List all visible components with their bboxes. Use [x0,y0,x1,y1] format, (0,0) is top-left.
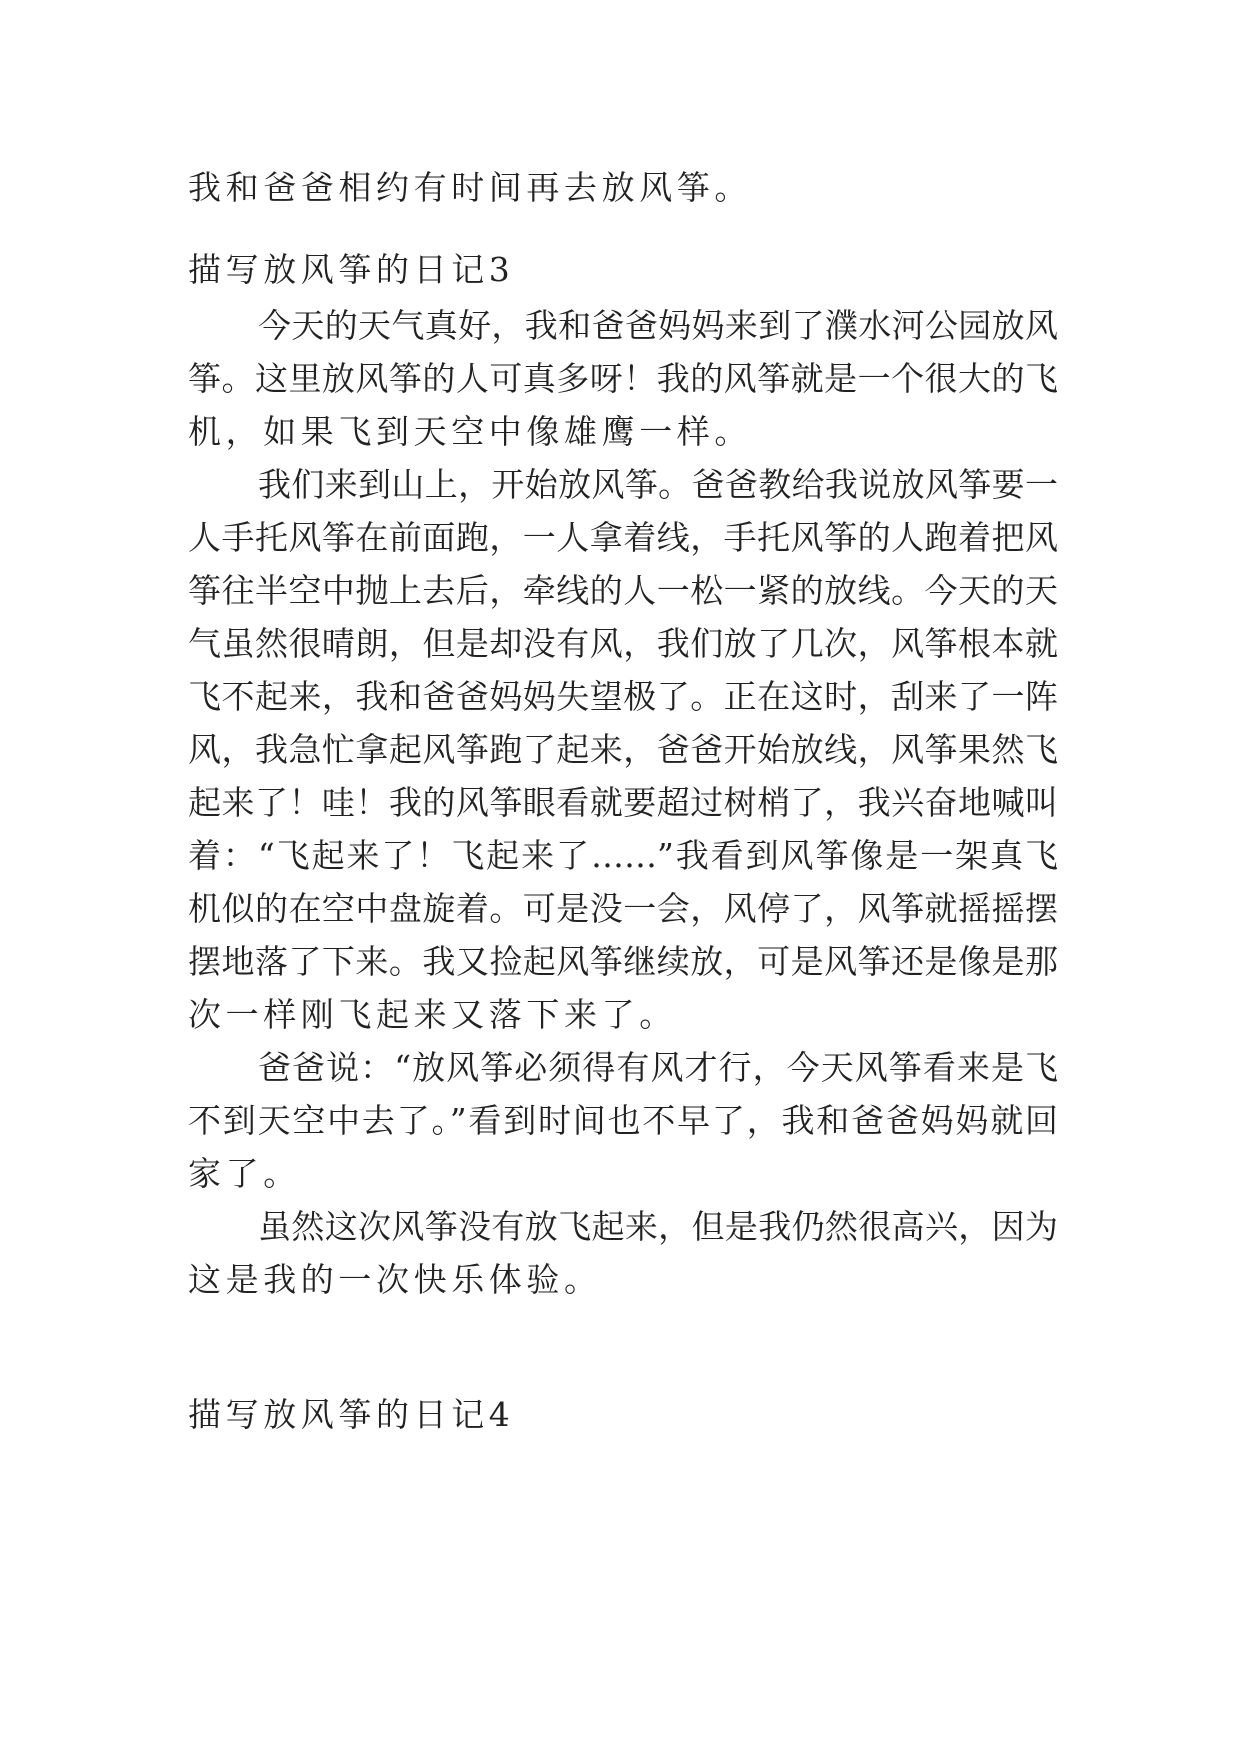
paragraph-line: 着：“飞起来了！飞起来了……”我看到风筝像是一架真飞 [188,836,1058,875]
paragraph-line: 虽然这次风筝没有放飞起来，但是我仍然很高兴，因为 [258,1207,1058,1246]
paragraph-line: 人手托风筝在前面跑，一人拿着线，手托风筝的人跑着把风 [188,518,1058,557]
section-heading-4: 描写放风筝的日记4 [188,1395,515,1434]
paragraph-line: 筝往半空中抛上去后，牵线的人一松一紧的放线。今天的天 [188,571,1058,610]
section-heading-3: 描写放风筝的日记3 [188,250,515,289]
paragraph-line: 摆地落了下来。我又捡起风筝继续放，可是风筝还是像是那 [188,942,1058,981]
paragraph-line: 起来了！哇！我的风筝眼看就要超过树梢了，我兴奋地喊叫 [188,783,1058,822]
paragraph-line: 我们来到山上，开始放风筝。爸爸教给我说放风筝要一 [258,465,1058,504]
paragraph-line: 不到天空中去了。”看到时间也不早了，我和爸爸妈妈就回 [188,1101,1058,1140]
paragraph-line: 家了。 [188,1154,301,1193]
paragraph-line: 气虽然很晴朗，但是却没有风，我们放了几次，风筝根本就 [188,624,1058,663]
paragraph-line: 我和爸爸相约有时间再去放风筝。 [188,168,752,207]
paragraph-line: 飞不起来，我和爸爸妈妈失望极了。正在这时，刮来了一阵 [188,677,1058,716]
paragraph-line: 今天的天气真好，我和爸爸妈妈来到了濮水河公园放风 [258,306,1058,345]
paragraph-line: 筝。这里放风筝的人可真多呀！我的风筝就是一个很大的飞 [188,359,1058,398]
paragraph-line: 次一样刚飞起来又落下来了。 [188,995,677,1034]
paragraph-line: 这是我的一次快乐体验。 [188,1260,602,1299]
paragraph-line: 风，我急忙拿起风筝跑了起来，爸爸开始放线，风筝果然飞 [188,730,1058,769]
paragraph-line: 爸爸说：“放风筝必须得有风才行，今天风筝看来是飞 [258,1048,1058,1087]
paragraph-line: 机，如果飞到天空中像雄鹰一样。 [188,412,752,451]
paragraph-line: 机似的在空中盘旋着。可是没一会，风停了，风筝就摇摇摆 [188,889,1058,928]
